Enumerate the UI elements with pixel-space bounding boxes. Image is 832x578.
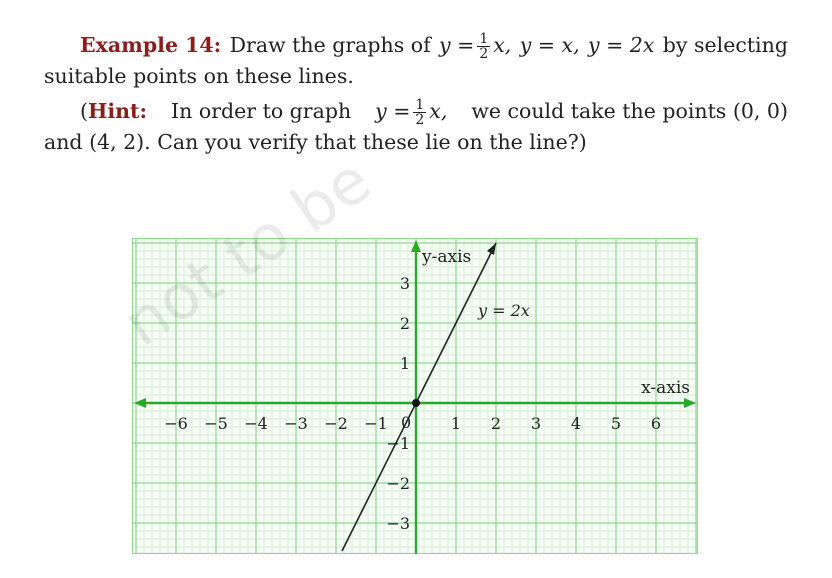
x-tick-label: 3 — [530, 414, 542, 433]
equation-half-x — [439, 30, 511, 61]
x-tick-label: −2 — [324, 414, 348, 433]
x-tick-label: −6 — [164, 414, 188, 433]
series-label-y-2x: y = 2x — [478, 301, 530, 320]
hint-eq-rhs: x, — [429, 99, 448, 123]
y-tick-label: −1 — [386, 434, 410, 453]
example-text-a: Draw the graphs of — [229, 33, 431, 57]
y-tick-label: −2 — [386, 474, 410, 493]
hint-fraction-numerator: 1 — [415, 97, 425, 113]
hint-fraction-denominator: 2 — [415, 112, 425, 128]
x-tick-label: 6 — [650, 414, 662, 433]
x-tick-label: 4 — [570, 414, 582, 433]
example-label: Example 14: — [80, 33, 222, 57]
x-tick-label: −1 — [364, 414, 388, 433]
x-tick-label: 1 — [450, 414, 462, 433]
origin-label: 0 — [401, 413, 412, 432]
hint-paragraph — [44, 96, 788, 157]
fraction-numerator: 1 — [479, 31, 489, 47]
example-line-1 — [44, 30, 788, 61]
watermark-text: be — [278, 143, 384, 247]
hint-eq-lhs: y = — [375, 99, 411, 123]
example-line-2: suitable points on these lines. — [44, 64, 354, 88]
hint-text-a: In order to graph — [171, 99, 352, 123]
equation-y-x: y = x, — [519, 33, 580, 57]
x-tick-label: 2 — [490, 414, 502, 433]
example-paragraph — [44, 30, 788, 91]
fraction-denominator: 2 — [479, 46, 489, 62]
x-tick-label: −4 — [244, 414, 268, 433]
hint-text-b: we could take the points (0, 0) — [471, 99, 788, 123]
fraction-one-half — [477, 32, 490, 61]
x-tick-label: −3 — [284, 414, 308, 433]
x-tick-label: −5 — [204, 414, 228, 433]
data-point-origin — [412, 399, 420, 407]
hint-line-1 — [44, 96, 788, 127]
graph-paper-chart — [132, 238, 698, 554]
hint-fraction — [413, 98, 426, 127]
y-tick-label: 2 — [399, 314, 410, 333]
example-text-b: by selecting — [662, 33, 788, 57]
y-tick-label: −3 — [386, 514, 410, 533]
hint-word: Hint: — [88, 99, 148, 123]
x-axis-label: x-axis — [641, 378, 690, 398]
hint-label — [80, 96, 147, 127]
y-axis-label: y-axis — [422, 247, 472, 267]
y-tick-label: 3 — [399, 274, 410, 293]
y-tick-label: 1 — [399, 354, 410, 373]
eq1-lhs: y = — [439, 33, 475, 57]
hint-line-2: and (4, 2). Can you verify that these lie on the line?) — [44, 130, 587, 154]
x-tick-label: 5 — [610, 414, 622, 433]
eq1-rhs: x, — [493, 33, 512, 57]
hint-open-paren: ( — [80, 99, 88, 123]
equation-y-2x: y = 2x — [587, 33, 655, 57]
hint-equation — [375, 96, 447, 127]
